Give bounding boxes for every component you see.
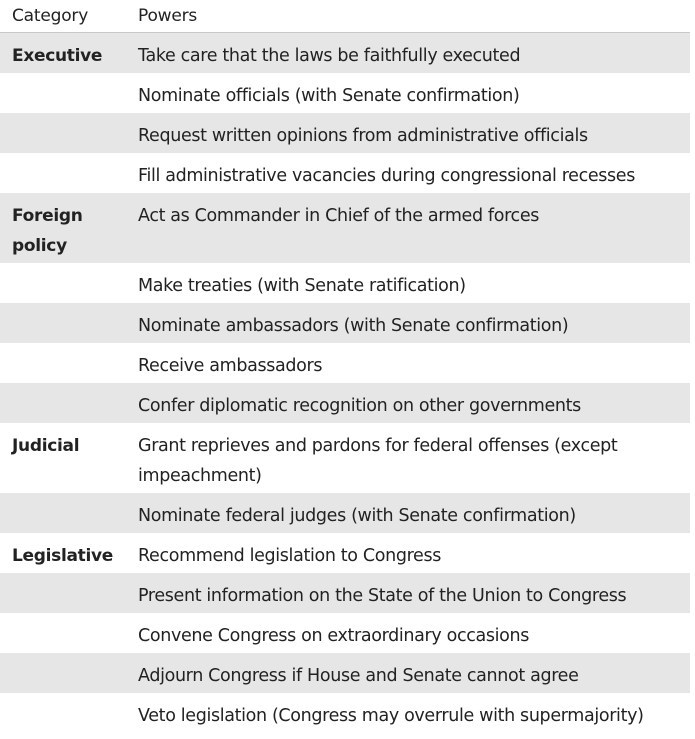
power-cell: Request written opinions from administrative officials bbox=[138, 126, 588, 146]
table-row bbox=[0, 193, 690, 263]
power-cell: Act as Commander in Chief of the armed forces bbox=[138, 206, 540, 226]
table-body bbox=[0, 33, 690, 733]
power-cell: Recommend legislation to Congress bbox=[138, 546, 441, 566]
power-cell: Fill administrative vacancies during congressional recesses bbox=[138, 166, 635, 186]
category-cell: Executive bbox=[12, 46, 103, 66]
power-cell: Take care that the laws be faithfully executed bbox=[138, 46, 521, 66]
table-row bbox=[0, 653, 690, 693]
power-cell: Veto legislation (Congress may overrule with supermajority) bbox=[138, 706, 644, 726]
table-row bbox=[0, 573, 690, 613]
table-row bbox=[0, 383, 690, 423]
power-cell: Adjourn Congress if House and Senate cannot agree bbox=[138, 666, 579, 686]
table-row bbox=[0, 113, 690, 153]
table-row bbox=[0, 33, 690, 73]
table-row bbox=[0, 343, 690, 383]
table-row bbox=[0, 613, 690, 653]
table-row bbox=[0, 693, 690, 733]
table-row bbox=[0, 303, 690, 343]
power-cell: Nominate ambassadors (with Senate confirmation) bbox=[138, 316, 569, 336]
power-cell: Receive ambassadors bbox=[138, 356, 323, 376]
power-cell: Nominate officials (with Senate confirmation) bbox=[138, 86, 520, 106]
table-row bbox=[0, 533, 690, 573]
power-cell: Confer diplomatic recognition on other governments bbox=[138, 396, 581, 416]
power-cell: Convene Congress on extraordinary occasions bbox=[138, 626, 530, 646]
category-cell: Foreign policy bbox=[12, 206, 83, 256]
table-row bbox=[0, 423, 690, 493]
power-cell: Grant reprieves and pardons for federal offenses (except impeachment) bbox=[138, 436, 618, 486]
table-row bbox=[0, 493, 690, 533]
category-cell: Legislative bbox=[12, 546, 114, 566]
header-powers: Powers bbox=[138, 6, 198, 26]
table-row bbox=[0, 73, 690, 113]
power-cell: Make treaties (with Senate ratification) bbox=[138, 276, 466, 296]
power-cell: Present information on the State of the Union to Congress bbox=[138, 586, 627, 606]
table-header bbox=[0, 0, 690, 33]
power-cell: Nominate federal judges (with Senate confirmation) bbox=[138, 506, 576, 526]
table-row bbox=[0, 263, 690, 303]
category-cell: Judicial bbox=[12, 436, 80, 456]
header-category: Category bbox=[12, 6, 89, 26]
table-row bbox=[0, 153, 690, 193]
